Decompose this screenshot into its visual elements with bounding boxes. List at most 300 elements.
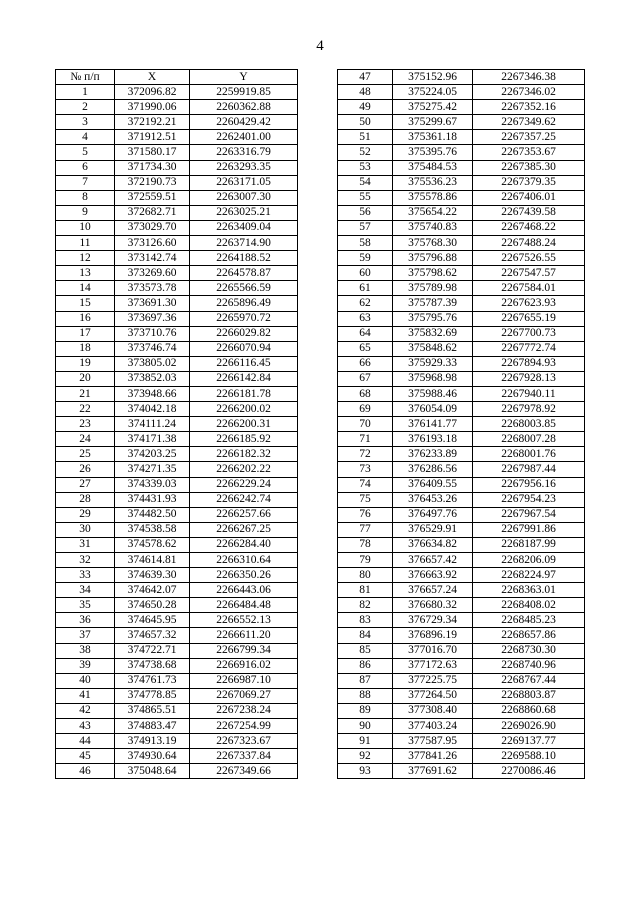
table-row [56, 326, 298, 341]
table-row [338, 719, 585, 734]
point-number: 10 [56, 220, 115, 235]
y-coordinate: 2267346.38 [473, 70, 585, 85]
y-coordinate: 2268003.85 [473, 417, 585, 432]
y-coordinate: 2267352.16 [473, 100, 585, 115]
y-coordinate: 2267978.92 [473, 402, 585, 417]
point-number: 1 [56, 85, 115, 100]
point-number: 55 [338, 190, 393, 205]
table-row [56, 628, 298, 643]
y-coordinate: 2265566.59 [190, 281, 298, 296]
y-coordinate: 2266799.34 [190, 643, 298, 658]
point-number: 63 [338, 311, 393, 326]
x-coordinate: 376657.42 [393, 553, 473, 568]
table-row [338, 462, 585, 477]
point-number: 43 [56, 719, 115, 734]
table-row [56, 537, 298, 552]
x-coordinate: 373126.60 [115, 236, 190, 251]
table-row [56, 190, 298, 205]
y-coordinate: 2266181.78 [190, 386, 298, 401]
y-coordinate: 2268730.30 [473, 643, 585, 658]
point-number: 20 [56, 371, 115, 386]
y-coordinate: 2267353.67 [473, 145, 585, 160]
x-coordinate: 376193.18 [393, 432, 473, 447]
table-row [56, 688, 298, 703]
point-number: 90 [338, 719, 393, 734]
y-coordinate: 2266029.82 [190, 326, 298, 341]
point-number: 54 [338, 175, 393, 190]
x-coordinate: 376453.26 [393, 492, 473, 507]
table-row [338, 251, 585, 266]
point-number: 68 [338, 386, 393, 401]
table-row [56, 507, 298, 522]
table-row [56, 251, 298, 266]
y-coordinate: 2266116.45 [190, 356, 298, 371]
x-coordinate: 374645.95 [115, 613, 190, 628]
table-row [56, 613, 298, 628]
x-coordinate: 376529.91 [393, 522, 473, 537]
x-coordinate: 376497.76 [393, 507, 473, 522]
point-number: 25 [56, 447, 115, 462]
page-number: 4 [316, 38, 324, 54]
y-coordinate: 2263007.30 [190, 190, 298, 205]
point-number: 38 [56, 643, 115, 658]
x-coordinate: 375798.62 [393, 266, 473, 281]
table-row [56, 643, 298, 658]
x-coordinate: 373029.70 [115, 220, 190, 235]
y-coordinate: 2260362.88 [190, 100, 298, 115]
x-coordinate: 374722.71 [115, 643, 190, 658]
x-coordinate: 376663.92 [393, 568, 473, 583]
point-number: 18 [56, 341, 115, 356]
point-number: 88 [338, 688, 393, 703]
x-coordinate: 373269.60 [115, 266, 190, 281]
table-row [338, 386, 585, 401]
point-number: 33 [56, 568, 115, 583]
table-row [338, 628, 585, 643]
y-coordinate: 2266987.10 [190, 673, 298, 688]
y-coordinate: 2266257.66 [190, 507, 298, 522]
x-coordinate: 375484.53 [393, 160, 473, 175]
x-coordinate: 375536.23 [393, 175, 473, 190]
x-coordinate: 374657.32 [115, 628, 190, 643]
x-coordinate: 374538.58 [115, 522, 190, 537]
point-number: 24 [56, 432, 115, 447]
point-number: 85 [338, 643, 393, 658]
x-coordinate: 377172.63 [393, 658, 473, 673]
y-coordinate: 2266200.02 [190, 402, 298, 417]
table-row [338, 688, 585, 703]
point-number: 41 [56, 688, 115, 703]
y-coordinate: 2267238.24 [190, 703, 298, 718]
y-coordinate: 2264578.87 [190, 266, 298, 281]
table-row [338, 100, 585, 115]
y-coordinate: 2267069.27 [190, 688, 298, 703]
point-number: 9 [56, 205, 115, 220]
y-coordinate: 2266916.02 [190, 658, 298, 673]
point-number: 74 [338, 477, 393, 492]
y-coordinate: 2266229.24 [190, 477, 298, 492]
x-coordinate: 376896.19 [393, 628, 473, 643]
point-number: 92 [338, 749, 393, 764]
x-coordinate: 377264.50 [393, 688, 473, 703]
y-coordinate: 2263025.21 [190, 205, 298, 220]
x-coordinate: 373805.02 [115, 356, 190, 371]
point-number: 93 [338, 764, 393, 779]
table-row [338, 130, 585, 145]
y-coordinate: 2267337.84 [190, 749, 298, 764]
x-coordinate: 377587.95 [393, 734, 473, 749]
x-coordinate: 373697.36 [115, 311, 190, 326]
point-number: 77 [338, 522, 393, 537]
y-coordinate: 2267488.24 [473, 236, 585, 251]
point-number: 14 [56, 281, 115, 296]
y-coordinate: 2267956.16 [473, 477, 585, 492]
table-row [56, 296, 298, 311]
table-row [56, 311, 298, 326]
x-coordinate: 372096.82 [115, 85, 190, 100]
y-coordinate: 2266552.13 [190, 613, 298, 628]
x-coordinate: 375578.86 [393, 190, 473, 205]
point-number: 32 [56, 553, 115, 568]
y-coordinate: 2269026.90 [473, 719, 585, 734]
x-coordinate: 374639.30 [115, 568, 190, 583]
x-coordinate: 375361.18 [393, 130, 473, 145]
y-coordinate: 2266350.26 [190, 568, 298, 583]
table-row [338, 643, 585, 658]
x-coordinate: 376657.24 [393, 583, 473, 598]
x-coordinate: 375988.46 [393, 386, 473, 401]
x-coordinate: 373142.74 [115, 251, 190, 266]
point-number: 47 [338, 70, 393, 85]
y-coordinate: 2268001.76 [473, 447, 585, 462]
table-row [338, 281, 585, 296]
table-row [338, 356, 585, 371]
y-coordinate: 2263714.90 [190, 236, 298, 251]
y-coordinate: 2268363.01 [473, 583, 585, 598]
y-coordinate: 2263293.35 [190, 160, 298, 175]
x-coordinate: 375048.64 [115, 764, 190, 779]
y-coordinate: 2268767.44 [473, 673, 585, 688]
table-row [338, 522, 585, 537]
point-number: 80 [338, 568, 393, 583]
x-coordinate: 373710.76 [115, 326, 190, 341]
point-number: 16 [56, 311, 115, 326]
point-number: 21 [56, 386, 115, 401]
y-coordinate: 2268657.86 [473, 628, 585, 643]
x-coordinate: 374778.85 [115, 688, 190, 703]
x-coordinate: 376634.82 [393, 537, 473, 552]
y-coordinate: 2266070.94 [190, 341, 298, 356]
table-row [56, 160, 298, 175]
x-coordinate: 374650.28 [115, 598, 190, 613]
x-coordinate: 374642.07 [115, 583, 190, 598]
coordinates-table-right-body [338, 70, 585, 779]
y-coordinate: 2267991.86 [473, 522, 585, 537]
x-coordinate: 374883.47 [115, 719, 190, 734]
point-number: 48 [338, 85, 393, 100]
table-row [56, 115, 298, 130]
point-number: 15 [56, 296, 115, 311]
y-coordinate: 2268740.96 [473, 658, 585, 673]
point-number: 34 [56, 583, 115, 598]
table-row [56, 673, 298, 688]
table-row [56, 764, 298, 779]
y-coordinate: 2269137.77 [473, 734, 585, 749]
x-coordinate: 373746.74 [115, 341, 190, 356]
table-row [56, 236, 298, 251]
y-coordinate: 2267349.62 [473, 115, 585, 130]
table-row [338, 175, 585, 190]
table-row [56, 734, 298, 749]
y-coordinate: 2268206.09 [473, 553, 585, 568]
table-row [56, 749, 298, 764]
point-number: 83 [338, 613, 393, 628]
table-row [338, 583, 585, 598]
point-number: 56 [338, 205, 393, 220]
point-number: 73 [338, 462, 393, 477]
table-row [338, 341, 585, 356]
table-row [56, 719, 298, 734]
point-number: 82 [338, 598, 393, 613]
x-coordinate: 374171.38 [115, 432, 190, 447]
point-number: 19 [56, 356, 115, 371]
x-coordinate: 374431.93 [115, 492, 190, 507]
x-coordinate: 377308.40 [393, 703, 473, 718]
x-coordinate: 376286.56 [393, 462, 473, 477]
x-coordinate: 375299.67 [393, 115, 473, 130]
y-coordinate: 2267385.30 [473, 160, 585, 175]
table-row [56, 417, 298, 432]
x-coordinate: 371990.06 [115, 100, 190, 115]
table-header-row [56, 70, 298, 85]
table-row [338, 205, 585, 220]
table-row [56, 220, 298, 235]
x-coordinate: 375796.88 [393, 251, 473, 266]
table-row [338, 326, 585, 341]
y-coordinate: 2268485.23 [473, 613, 585, 628]
y-coordinate: 2267928.13 [473, 371, 585, 386]
point-number: 6 [56, 160, 115, 175]
point-number: 40 [56, 673, 115, 688]
x-coordinate: 375848.62 [393, 341, 473, 356]
point-number: 87 [338, 673, 393, 688]
table-row [56, 402, 298, 417]
point-number: 67 [338, 371, 393, 386]
y-coordinate: 2266200.31 [190, 417, 298, 432]
table-row [56, 568, 298, 583]
table-row [56, 100, 298, 115]
point-number: 49 [338, 100, 393, 115]
table-row [338, 537, 585, 552]
y-coordinate: 2267655.19 [473, 311, 585, 326]
table-row [338, 311, 585, 326]
point-number: 8 [56, 190, 115, 205]
table-row [56, 85, 298, 100]
point-number: 13 [56, 266, 115, 281]
table-row [56, 477, 298, 492]
x-coordinate: 377841.26 [393, 749, 473, 764]
y-coordinate: 2263409.04 [190, 220, 298, 235]
x-coordinate: 376409.55 [393, 477, 473, 492]
x-coordinate: 373948.66 [115, 386, 190, 401]
table-row [338, 220, 585, 235]
point-number: 75 [338, 492, 393, 507]
x-coordinate: 375968.98 [393, 371, 473, 386]
point-number: 23 [56, 417, 115, 432]
table-row [338, 296, 585, 311]
y-coordinate: 2263316.79 [190, 145, 298, 160]
x-coordinate: 374271.35 [115, 462, 190, 477]
point-number: 59 [338, 251, 393, 266]
point-number: 42 [56, 703, 115, 718]
point-number: 58 [338, 236, 393, 251]
point-number: 62 [338, 296, 393, 311]
x-coordinate: 374111.24 [115, 417, 190, 432]
table-row [338, 749, 585, 764]
table-row [56, 583, 298, 598]
table-row [338, 673, 585, 688]
table-row [338, 507, 585, 522]
point-number: 29 [56, 507, 115, 522]
y-coordinate: 2267967.54 [473, 507, 585, 522]
y-coordinate: 2268860.68 [473, 703, 585, 718]
point-number: 81 [338, 583, 393, 598]
y-coordinate: 2267254.99 [190, 719, 298, 734]
x-coordinate: 372192.21 [115, 115, 190, 130]
point-number: 61 [338, 281, 393, 296]
x-coordinate: 374614.81 [115, 553, 190, 568]
table-row [338, 432, 585, 447]
point-number: 46 [56, 764, 115, 779]
table-row [338, 417, 585, 432]
y-coordinate: 2267954.23 [473, 492, 585, 507]
x-coordinate: 375795.76 [393, 311, 473, 326]
point-number: 57 [338, 220, 393, 235]
x-coordinate: 374203.25 [115, 447, 190, 462]
table-row [56, 130, 298, 145]
table-row [338, 613, 585, 628]
y-coordinate: 2266310.64 [190, 553, 298, 568]
point-number: 66 [338, 356, 393, 371]
point-number: 37 [56, 628, 115, 643]
table-row [56, 658, 298, 673]
x-coordinate: 373691.30 [115, 296, 190, 311]
table-row [338, 492, 585, 507]
table-row [56, 553, 298, 568]
y-coordinate: 2267323.67 [190, 734, 298, 749]
y-coordinate: 2267468.22 [473, 220, 585, 235]
x-coordinate: 375654.22 [393, 205, 473, 220]
x-coordinate: 374738.68 [115, 658, 190, 673]
y-coordinate: 2267379.35 [473, 175, 585, 190]
y-coordinate: 2267584.01 [473, 281, 585, 296]
point-number: 76 [338, 507, 393, 522]
y-coordinate: 2266284.40 [190, 537, 298, 552]
x-coordinate: 372682.71 [115, 205, 190, 220]
y-coordinate: 2266267.25 [190, 522, 298, 537]
y-coordinate: 2267406.01 [473, 190, 585, 205]
point-number: 35 [56, 598, 115, 613]
point-number: 60 [338, 266, 393, 281]
y-coordinate: 2260429.42 [190, 115, 298, 130]
x-coordinate: 375787.39 [393, 296, 473, 311]
y-coordinate: 2259919.85 [190, 85, 298, 100]
x-coordinate: 377403.24 [393, 719, 473, 734]
y-coordinate: 2267987.44 [473, 462, 585, 477]
table-row [338, 70, 585, 85]
y-coordinate: 2267439.58 [473, 205, 585, 220]
x-coordinate: 375275.42 [393, 100, 473, 115]
point-number: 65 [338, 341, 393, 356]
table-row [56, 356, 298, 371]
y-coordinate: 2266443.06 [190, 583, 298, 598]
point-number: 86 [338, 658, 393, 673]
coordinates-table-left-body [56, 85, 298, 779]
y-coordinate: 2265896.49 [190, 296, 298, 311]
x-coordinate: 376141.77 [393, 417, 473, 432]
y-coordinate: 2267623.93 [473, 296, 585, 311]
table-row [56, 432, 298, 447]
y-coordinate: 2269588.10 [473, 749, 585, 764]
x-coordinate: 377016.70 [393, 643, 473, 658]
y-coordinate: 2270086.46 [473, 764, 585, 779]
x-coordinate: 374913.19 [115, 734, 190, 749]
table-row [56, 598, 298, 613]
coordinates-table-right [337, 69, 585, 779]
point-number: 51 [338, 130, 393, 145]
x-coordinate: 374482.50 [115, 507, 190, 522]
point-number: 26 [56, 462, 115, 477]
point-number: 2 [56, 100, 115, 115]
x-coordinate: 375929.33 [393, 356, 473, 371]
point-number: 22 [56, 402, 115, 417]
table-row [338, 568, 585, 583]
x-coordinate: 372559.51 [115, 190, 190, 205]
y-coordinate: 2268007.28 [473, 432, 585, 447]
y-coordinate: 2266484.48 [190, 598, 298, 613]
y-coordinate: 2267700.73 [473, 326, 585, 341]
point-number: 39 [56, 658, 115, 673]
x-coordinate: 377691.62 [393, 764, 473, 779]
table-row [56, 281, 298, 296]
point-number: 3 [56, 115, 115, 130]
table-row [56, 462, 298, 477]
point-number: 64 [338, 326, 393, 341]
y-coordinate: 2267526.55 [473, 251, 585, 266]
point-number: 4 [56, 130, 115, 145]
table-row [338, 236, 585, 251]
point-number: 31 [56, 537, 115, 552]
table-row [338, 477, 585, 492]
coordinates-table-left [55, 69, 298, 779]
table-row [56, 266, 298, 281]
x-coordinate: 375395.76 [393, 145, 473, 160]
x-coordinate: 377225.75 [393, 673, 473, 688]
x-coordinate: 376233.89 [393, 447, 473, 462]
header-y: Y [190, 70, 298, 85]
x-coordinate: 375224.05 [393, 85, 473, 100]
y-coordinate: 2267346.02 [473, 85, 585, 100]
table-row [56, 447, 298, 462]
y-coordinate: 2268224.97 [473, 568, 585, 583]
table-row [338, 598, 585, 613]
y-coordinate: 2267547.57 [473, 266, 585, 281]
point-number: 84 [338, 628, 393, 643]
table-row [338, 658, 585, 673]
point-number: 17 [56, 326, 115, 341]
table-row [338, 447, 585, 462]
x-coordinate: 375768.30 [393, 236, 473, 251]
